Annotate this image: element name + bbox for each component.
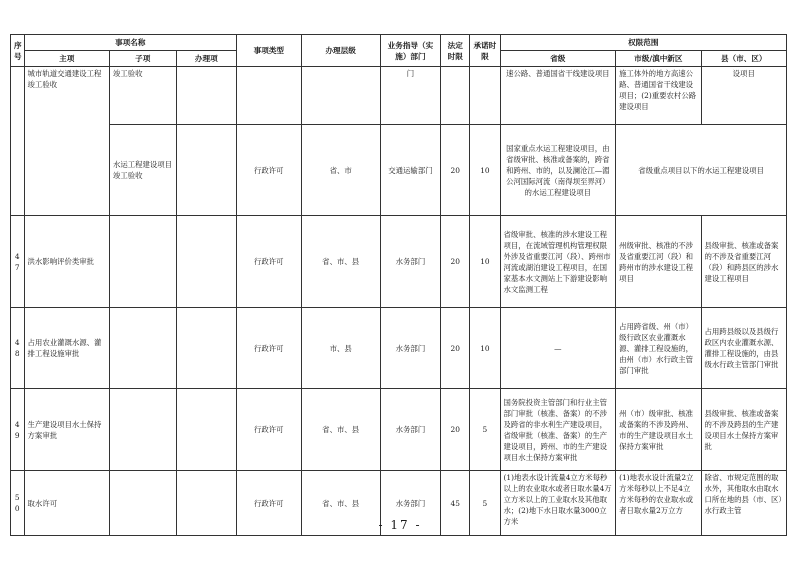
row-level: 省、市 bbox=[301, 125, 380, 216]
header-main-item: 主项 bbox=[24, 51, 109, 67]
row-promise: 10 bbox=[470, 216, 500, 308]
row-level bbox=[301, 67, 380, 125]
header-seq: 序号 bbox=[11, 35, 25, 67]
table-row bbox=[11, 125, 787, 216]
row-dept: 水务部门 bbox=[380, 216, 440, 308]
row-no: 50 bbox=[11, 471, 25, 536]
row-type bbox=[237, 67, 302, 125]
table-row bbox=[11, 67, 787, 125]
row-sub-item: 水运工程建设项目竣工验收 bbox=[109, 125, 176, 216]
row-level: 省、市、县 bbox=[301, 389, 380, 471]
row-county: 县级审批、核准或备案的不涉及跨县的生产建设项目水土保持方案审批 bbox=[701, 389, 786, 471]
row-province: 速公路、普通国省干线建设项目 bbox=[500, 67, 616, 125]
row-dept: 水务部门 bbox=[380, 471, 440, 536]
row-handling-item bbox=[176, 389, 236, 471]
header-city: 市级/滇中新区 bbox=[616, 51, 701, 67]
header-county: 县（市、区） bbox=[701, 51, 786, 67]
row-main-item: 取水许可 bbox=[24, 471, 109, 536]
header-handling-item: 办理项 bbox=[176, 51, 236, 67]
header-dept: 业务指导（实施）部门 bbox=[380, 35, 440, 67]
row-legal: 20 bbox=[441, 308, 470, 389]
row-type: 行政许可 bbox=[237, 389, 302, 471]
row-promise bbox=[470, 67, 500, 125]
row-handling-item bbox=[176, 125, 236, 216]
table-row bbox=[11, 216, 787, 308]
row-promise: 10 bbox=[470, 308, 500, 389]
header-legal-limit: 法定时限 bbox=[441, 35, 470, 67]
row-county: 占用跨县级以及县级行政区内农业灌溉水源、灌排工程设施的，由县级水行政主管部门审批 bbox=[701, 308, 786, 389]
row-province: 国务院投资主管部门和行业主管部门审批（核准、备案）的不涉及跨省的非水利生产建设项目，省级审批（核准、备案）的生产建设项目，跨州、市的生产建设项目水土保持方案审批 bbox=[500, 389, 616, 471]
row-level: 省、市、县 bbox=[301, 216, 380, 308]
row-main-item: 洪水影响评价类审批 bbox=[24, 216, 109, 308]
header-level: 办理层级 bbox=[301, 35, 380, 67]
header-promise-limit: 承诺时限 bbox=[470, 35, 500, 67]
row-city: 施工体外的地方高速公路、普通国省干线建设项目；(2)重要农村公路建设项目 bbox=[616, 67, 701, 125]
permission-table bbox=[10, 34, 787, 536]
row-county: 设项目 bbox=[701, 67, 786, 125]
row-dept: 门 bbox=[380, 67, 440, 125]
row-no: 48 bbox=[11, 308, 25, 389]
row-province: (1)地表水设计流量4立方米每秒以上的农业取水或者日取水量4万立方米以上的工业取水及其他取水；(2)地下水日取水量3000立方米 bbox=[500, 471, 616, 536]
row-level: 市、县 bbox=[301, 308, 380, 389]
row-main-item: 城市轨道交通建设工程竣工验收 bbox=[24, 67, 109, 216]
row-province: — bbox=[500, 308, 616, 389]
table-row bbox=[11, 308, 787, 389]
row-county: 县级审批、核准或备案的不涉及省重要江河（段）和跨县区的涉水建设工程项目 bbox=[701, 216, 786, 308]
row-promise: 5 bbox=[470, 471, 500, 536]
row-no bbox=[11, 67, 25, 216]
row-promise: 5 bbox=[470, 389, 500, 471]
row-legal: 20 bbox=[441, 216, 470, 308]
row-no: 47 bbox=[11, 216, 25, 308]
row-city-county: 省级重点项目以下的水运工程建设项目 bbox=[616, 125, 787, 216]
row-main-item: 占用农业灌溉水源、灌排工程设施审批 bbox=[24, 308, 109, 389]
row-level: 省、市、县 bbox=[301, 471, 380, 536]
table-row bbox=[11, 389, 787, 471]
row-legal bbox=[441, 67, 470, 125]
row-legal: 45 bbox=[441, 471, 470, 536]
row-county: 除省、市规定范围的取水外，其他取水由取水口所在地的县（市、区）水行政主管 bbox=[701, 471, 786, 536]
row-dept: 交通运输部门 bbox=[380, 125, 440, 216]
row-province: 省级审批、核准的涉水建设工程项目，在流域管理机构管理权限外涉及省重要江河（段）、跨州市河流或湖泊建设工程项目，在国家基本水文测站上下游建设影响水文监测工程 bbox=[500, 216, 616, 308]
row-handling-item bbox=[176, 308, 236, 389]
header-item-name: 事项名称 bbox=[24, 35, 236, 51]
header-row-1 bbox=[11, 35, 787, 51]
row-promise: 10 bbox=[470, 125, 500, 216]
row-dept: 水务部门 bbox=[380, 308, 440, 389]
page-number: - 17 - bbox=[378, 518, 422, 532]
header-item-type: 事项类型 bbox=[237, 35, 302, 67]
row-city: 州（市）级审批、核准或备案的不涉及跨州、市的生产建设项目水土保持方案审批 bbox=[616, 389, 701, 471]
row-dept: 水务部门 bbox=[380, 389, 440, 471]
header-sub-item: 子项 bbox=[109, 51, 176, 67]
row-handling-item bbox=[176, 216, 236, 308]
row-sub-item: 竣工验收 bbox=[109, 67, 176, 125]
header-authority-scope: 权限范围 bbox=[500, 35, 787, 51]
header-province: 省级 bbox=[500, 51, 616, 67]
row-sub-item bbox=[109, 389, 176, 471]
row-type: 行政许可 bbox=[237, 308, 302, 389]
row-city: (1)地表水设计流量2立方米每秒以上不足4立方米每秒的农业取水或者日取水量2万立方 bbox=[616, 471, 701, 536]
row-legal: 20 bbox=[441, 125, 470, 216]
row-no: 49 bbox=[11, 389, 25, 471]
row-type: 行政许可 bbox=[237, 471, 302, 536]
row-province: 国家重点水运工程建设项目，由省级审批、核准或备案的，跨省和跨州、市的，以及澜沧江—湄公河国际河流（南得坝至界河）的水运工程建设项目 bbox=[500, 125, 616, 216]
row-legal: 20 bbox=[441, 389, 470, 471]
row-city: 占用跨省级、州（市）级行政区农业灌溉水源、灌排工程设施的，由州（市）水行政主管部门审批 bbox=[616, 308, 701, 389]
row-main-item: 生产建设项目水土保持方案审批 bbox=[24, 389, 109, 471]
row-handling-item bbox=[176, 67, 236, 125]
row-sub-item bbox=[109, 308, 176, 389]
row-type: 行政许可 bbox=[237, 125, 302, 216]
row-city: 州级审批、核准的不涉及省重要江河（段）和跨州市的涉水建设工程项目 bbox=[616, 216, 701, 308]
row-sub-item bbox=[109, 216, 176, 308]
row-type: 行政许可 bbox=[237, 216, 302, 308]
